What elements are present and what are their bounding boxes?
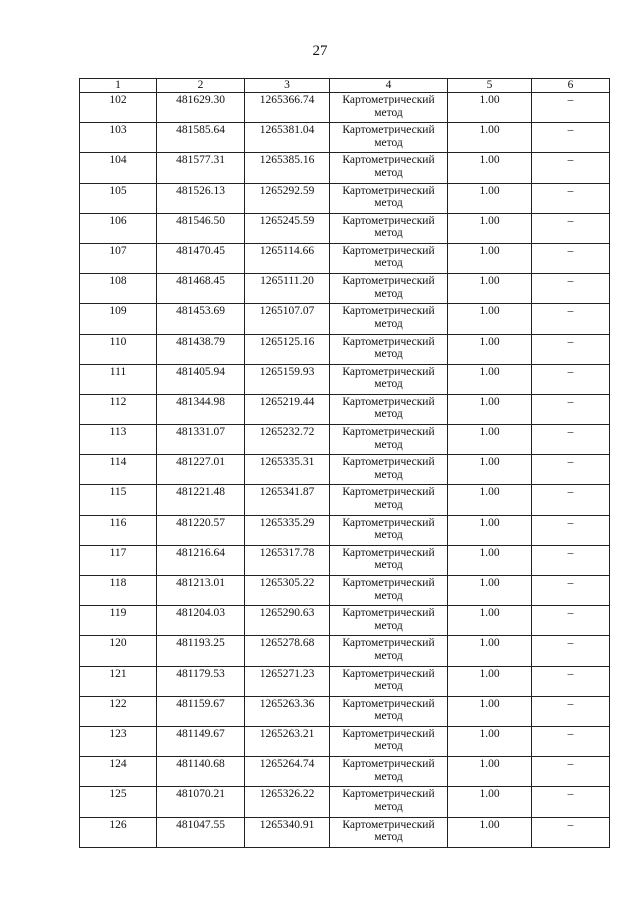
table-row (80, 153, 610, 183)
accuracy-cell: 1.00 (448, 666, 532, 696)
x-coordinate-cell: 481047.55 (157, 817, 245, 847)
accuracy-cell: 1.00 (448, 636, 532, 666)
point-number-cell: 109 (80, 304, 157, 334)
table-row (80, 123, 610, 153)
method-cell: Картометрический метод (330, 304, 448, 334)
point-number-cell: 116 (80, 515, 157, 545)
point-number-cell: 113 (80, 425, 157, 455)
note-cell: – (532, 726, 610, 756)
y-coordinate-cell: 1265232.72 (245, 425, 330, 455)
y-coordinate-cell: 1265292.59 (245, 183, 330, 213)
point-number-cell: 103 (80, 123, 157, 153)
note-cell: – (532, 213, 610, 243)
point-number-cell: 105 (80, 183, 157, 213)
method-cell: Картометрический метод (330, 666, 448, 696)
table-row (80, 636, 610, 666)
accuracy-cell: 1.00 (448, 576, 532, 606)
point-number-cell: 122 (80, 696, 157, 726)
point-number-cell: 111 (80, 364, 157, 394)
point-number-cell: 124 (80, 757, 157, 787)
y-coordinate-cell: 1265385.16 (245, 153, 330, 183)
table-row (80, 425, 610, 455)
x-coordinate-cell: 481159.67 (157, 696, 245, 726)
method-cell: Картометрический метод (330, 787, 448, 817)
y-coordinate-cell: 1265264.74 (245, 757, 330, 787)
x-coordinate-cell: 481204.03 (157, 606, 245, 636)
accuracy-cell: 1.00 (448, 817, 532, 847)
table-row (80, 787, 610, 817)
accuracy-cell: 1.00 (448, 545, 532, 575)
method-cell: Картометрический метод (330, 606, 448, 636)
column-header-2: 2 (157, 79, 245, 93)
note-cell: – (532, 304, 610, 334)
point-number-cell: 119 (80, 606, 157, 636)
accuracy-cell: 1.00 (448, 787, 532, 817)
accuracy-cell: 1.00 (448, 334, 532, 364)
table-body (80, 93, 610, 848)
y-coordinate-cell: 1265326.22 (245, 787, 330, 817)
note-cell: – (532, 394, 610, 424)
note-cell: – (532, 757, 610, 787)
y-coordinate-cell: 1265125.16 (245, 334, 330, 364)
note-cell: – (532, 93, 610, 123)
y-coordinate-cell: 1265341.87 (245, 485, 330, 515)
method-cell: Картометрический метод (330, 274, 448, 304)
x-coordinate-cell: 481149.67 (157, 726, 245, 756)
method-cell: Картометрический метод (330, 243, 448, 273)
table-row (80, 304, 610, 334)
accuracy-cell: 1.00 (448, 183, 532, 213)
x-coordinate-cell: 481221.48 (157, 485, 245, 515)
accuracy-cell: 1.00 (448, 93, 532, 123)
y-coordinate-cell: 1265366.74 (245, 93, 330, 123)
note-cell: – (532, 153, 610, 183)
point-number-cell: 126 (80, 817, 157, 847)
note-cell: – (532, 455, 610, 485)
table-row (80, 576, 610, 606)
method-cell: Картометрический метод (330, 213, 448, 243)
column-header-1: 1 (80, 79, 157, 93)
x-coordinate-cell: 481331.07 (157, 425, 245, 455)
table-row (80, 243, 610, 273)
method-cell: Картометрический метод (330, 817, 448, 847)
accuracy-cell: 1.00 (448, 485, 532, 515)
table-row (80, 485, 610, 515)
accuracy-cell: 1.00 (448, 455, 532, 485)
point-number-cell: 112 (80, 394, 157, 424)
note-cell: – (532, 545, 610, 575)
note-cell: – (532, 576, 610, 606)
note-cell: – (532, 364, 610, 394)
accuracy-cell: 1.00 (448, 757, 532, 787)
method-cell: Картометрический метод (330, 696, 448, 726)
x-coordinate-cell: 481546.50 (157, 213, 245, 243)
x-coordinate-cell: 481470.45 (157, 243, 245, 273)
accuracy-cell: 1.00 (448, 153, 532, 183)
note-cell: – (532, 123, 610, 153)
method-cell: Картометрический метод (330, 576, 448, 606)
x-coordinate-cell: 481585.64 (157, 123, 245, 153)
x-coordinate-cell: 481468.45 (157, 274, 245, 304)
y-coordinate-cell: 1265263.36 (245, 696, 330, 726)
point-number-cell: 108 (80, 274, 157, 304)
point-number-cell: 115 (80, 485, 157, 515)
x-coordinate-cell: 481405.94 (157, 364, 245, 394)
point-number-cell: 121 (80, 666, 157, 696)
note-cell: – (532, 243, 610, 273)
accuracy-cell: 1.00 (448, 364, 532, 394)
method-cell: Картометрический метод (330, 123, 448, 153)
page-number: 27 (312, 43, 328, 59)
table-row (80, 726, 610, 756)
table-row (80, 93, 610, 123)
table-header-row (80, 79, 610, 93)
table-row (80, 606, 610, 636)
x-coordinate-cell: 481179.53 (157, 666, 245, 696)
x-coordinate-cell: 481577.31 (157, 153, 245, 183)
y-coordinate-cell: 1265381.04 (245, 123, 330, 153)
note-cell: – (532, 606, 610, 636)
method-cell: Картометрический метод (330, 545, 448, 575)
point-number-cell: 117 (80, 545, 157, 575)
table-row (80, 666, 610, 696)
table-row (80, 364, 610, 394)
y-coordinate-cell: 1265305.22 (245, 576, 330, 606)
method-cell: Картометрический метод (330, 183, 448, 213)
x-coordinate-cell: 481220.57 (157, 515, 245, 545)
accuracy-cell: 1.00 (448, 606, 532, 636)
method-cell: Картометрический метод (330, 93, 448, 123)
y-coordinate-cell: 1265290.63 (245, 606, 330, 636)
table-row (80, 545, 610, 575)
table-row (80, 455, 610, 485)
note-cell: – (532, 787, 610, 817)
x-coordinate-cell: 481213.01 (157, 576, 245, 606)
point-number-cell: 107 (80, 243, 157, 273)
x-coordinate-cell: 481526.13 (157, 183, 245, 213)
accuracy-cell: 1.00 (448, 696, 532, 726)
note-cell: – (532, 425, 610, 455)
method-cell: Картометрический метод (330, 757, 448, 787)
point-number-cell: 118 (80, 576, 157, 606)
column-header-5: 5 (448, 79, 532, 93)
accuracy-cell: 1.00 (448, 394, 532, 424)
y-coordinate-cell: 1265278.68 (245, 636, 330, 666)
note-cell: – (532, 515, 610, 545)
note-cell: – (532, 274, 610, 304)
point-number-cell: 110 (80, 334, 157, 364)
point-number-cell: 102 (80, 93, 157, 123)
y-coordinate-cell: 1265263.21 (245, 726, 330, 756)
x-coordinate-cell: 481216.64 (157, 545, 245, 575)
point-number-cell: 123 (80, 726, 157, 756)
y-coordinate-cell: 1265107.07 (245, 304, 330, 334)
table-row (80, 334, 610, 364)
y-coordinate-cell: 1265335.31 (245, 455, 330, 485)
method-cell: Картометрический метод (330, 485, 448, 515)
table-row (80, 274, 610, 304)
method-cell: Картометрический метод (330, 515, 448, 545)
point-number-cell: 104 (80, 153, 157, 183)
method-cell: Картометрический метод (330, 394, 448, 424)
note-cell: – (532, 183, 610, 213)
table-row (80, 757, 610, 787)
y-coordinate-cell: 1265335.29 (245, 515, 330, 545)
y-coordinate-cell: 1265219.44 (245, 394, 330, 424)
method-cell: Картометрический метод (330, 636, 448, 666)
point-number-cell: 106 (80, 213, 157, 243)
accuracy-cell: 1.00 (448, 274, 532, 304)
method-cell: Картометрический метод (330, 726, 448, 756)
note-cell: – (532, 666, 610, 696)
method-cell: Картометрический метод (330, 334, 448, 364)
accuracy-cell: 1.00 (448, 123, 532, 153)
column-header-4: 4 (330, 79, 448, 93)
x-coordinate-cell: 481453.69 (157, 304, 245, 334)
note-cell: – (532, 696, 610, 726)
method-cell: Картометрический метод (330, 455, 448, 485)
table-row (80, 394, 610, 424)
accuracy-cell: 1.00 (448, 243, 532, 273)
point-number-cell: 120 (80, 636, 157, 666)
method-cell: Картометрический метод (330, 425, 448, 455)
note-cell: – (532, 485, 610, 515)
method-cell: Картометрический метод (330, 153, 448, 183)
x-coordinate-cell: 481140.68 (157, 757, 245, 787)
method-cell: Картометрический метод (330, 364, 448, 394)
table-row (80, 183, 610, 213)
table-row (80, 696, 610, 726)
table-row (80, 213, 610, 243)
accuracy-cell: 1.00 (448, 213, 532, 243)
x-coordinate-cell: 481344.98 (157, 394, 245, 424)
y-coordinate-cell: 1265159.93 (245, 364, 330, 394)
y-coordinate-cell: 1265317.78 (245, 545, 330, 575)
point-number-cell: 114 (80, 455, 157, 485)
x-coordinate-cell: 481438.79 (157, 334, 245, 364)
note-cell: – (532, 334, 610, 364)
y-coordinate-cell: 1265111.20 (245, 274, 330, 304)
x-coordinate-cell: 481227.01 (157, 455, 245, 485)
accuracy-cell: 1.00 (448, 726, 532, 756)
y-coordinate-cell: 1265271.23 (245, 666, 330, 696)
y-coordinate-cell: 1265245.59 (245, 213, 330, 243)
accuracy-cell: 1.00 (448, 425, 532, 455)
column-header-6: 6 (532, 79, 610, 93)
accuracy-cell: 1.00 (448, 304, 532, 334)
y-coordinate-cell: 1265340.91 (245, 817, 330, 847)
y-coordinate-cell: 1265114.66 (245, 243, 330, 273)
x-coordinate-cell: 481070.21 (157, 787, 245, 817)
accuracy-cell: 1.00 (448, 515, 532, 545)
note-cell: – (532, 817, 610, 847)
x-coordinate-cell: 481193.25 (157, 636, 245, 666)
table-row (80, 817, 610, 847)
x-coordinate-cell: 481629.30 (157, 93, 245, 123)
note-cell: – (532, 636, 610, 666)
coordinates-table (79, 78, 610, 848)
column-header-3: 3 (245, 79, 330, 93)
table-row (80, 515, 610, 545)
point-number-cell: 125 (80, 787, 157, 817)
